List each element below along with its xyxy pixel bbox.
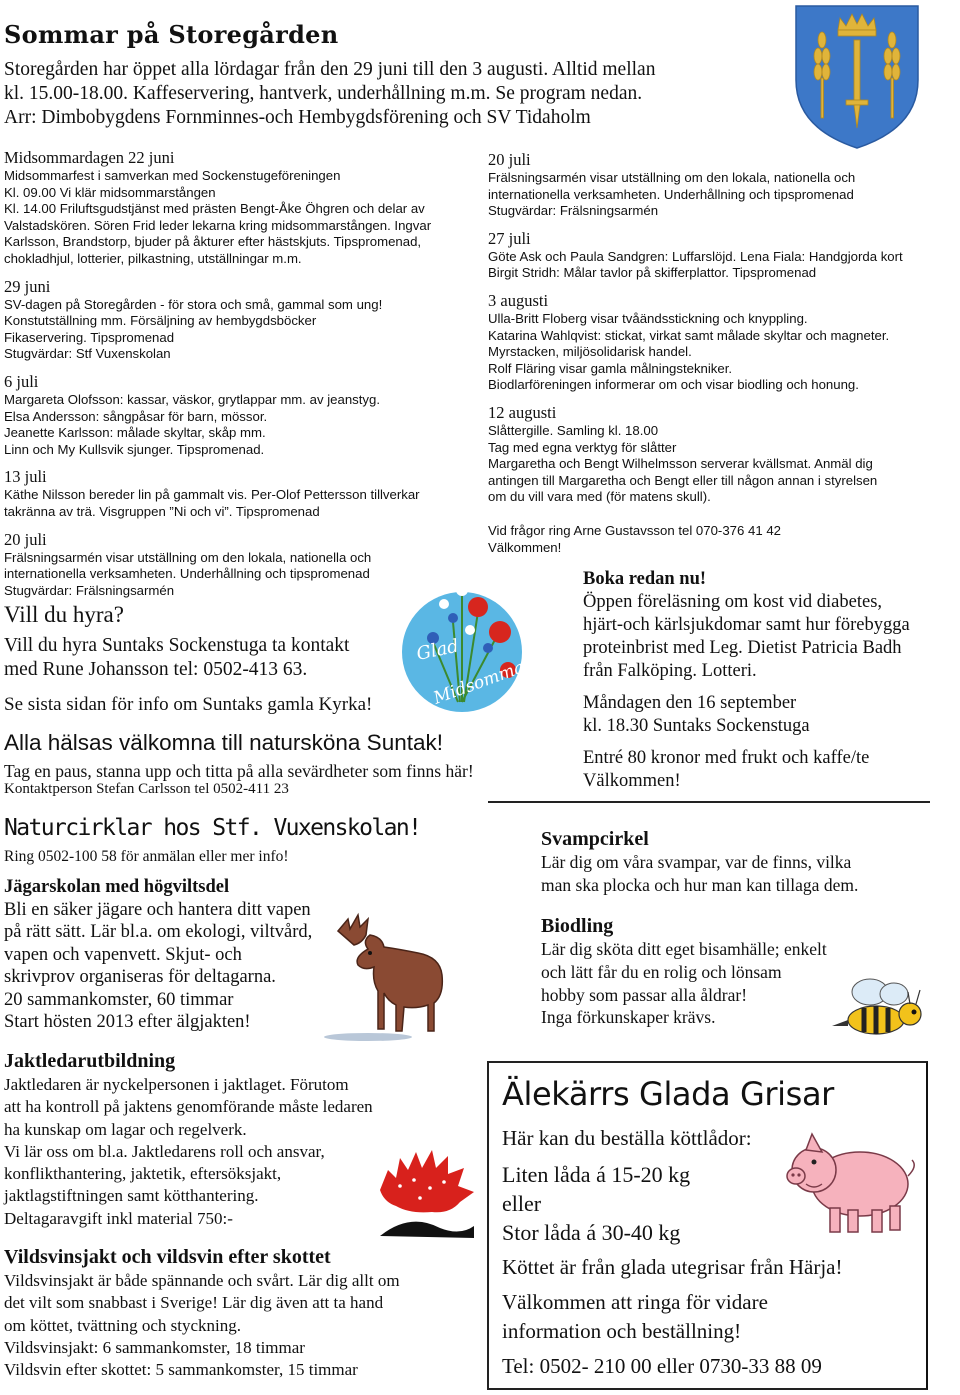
jaktledar-line: jaktlagstiftningen samt kötthantering. (4, 1186, 259, 1206)
program-line: Käthe Nilsson bereder lin på gammalt vis. Per-Olof Pettersson tillverkar (4, 487, 420, 503)
program-line: Fikaservering. Tipspromenad (4, 329, 175, 345)
program-left (4, 148, 431, 599)
badge-text-midsommar: Midsommar (430, 654, 535, 709)
divider (488, 801, 930, 803)
vildsvin-line: Vildsvinsjakt är både spännande och svårt. Lär dig allt om (4, 1271, 400, 1290)
vildsvin-line: om köttet, tvättning och styckning. (4, 1315, 242, 1335)
program-line: Biodlarföreningen informerar om och visar biodling och honung. (488, 377, 859, 393)
lecture-line: hjärt-och kärlsjukdomar samt hur förebygga (583, 615, 910, 635)
biodling-line: Inga förkunskaper krävs. (541, 1007, 716, 1028)
jaktledar-line: Deltagaravgift inkl material 750:- (4, 1208, 233, 1228)
program-line: takränna av trä. Visgruppen ”Ni och vi”. Tipspromenad (4, 503, 320, 519)
lecture-ad (583, 568, 910, 793)
contact-person: Kontaktperson Stefan Carlsson tel 0502-411 23 (4, 781, 289, 797)
jaktledar-line: att ha kontroll på jaktens genomförande måste ledaren (4, 1097, 373, 1117)
biodling-line: Lär dig sköta ditt eget bisamhälle; enkelt (541, 939, 827, 959)
grisar-phone: Tel: 0502- 210 00 eller 0730-33 88 09 (502, 1354, 822, 1378)
program-right (488, 150, 903, 556)
grisar-line: Välkommen att ringa för vidare (502, 1290, 768, 1314)
program-line: Katarina Wahlqvist: stickat, virkat samt målade skyltar och magneter. (488, 327, 890, 343)
svampcirkel-section (541, 827, 858, 897)
badge-text-glad: Glad (414, 635, 461, 665)
contact-line: Vid frågor ring Arne Gustavsson tel 070-376 41 42 (488, 522, 781, 538)
program-line: Frälsningsarmén visar utställning om den lokala, nationella och (488, 170, 856, 185)
lecture-when: kl. 18.30 Suntaks Sockenstuga (583, 716, 810, 736)
program-line: Myrstacken, miljösolidarisk handel. (488, 344, 692, 360)
grisar-line: Stor låda á 30-40 kg (502, 1220, 681, 1245)
hyra-title: Vill du hyra? (4, 602, 124, 627)
midsommar-bouquet-icon (398, 552, 538, 722)
program-line: Rolf Fläring visar gamla målningstekniker. (488, 360, 733, 376)
grisar-line: information och beställning! (502, 1319, 742, 1343)
grisar-line: Köttet är från glada utegrisar från Härja! (502, 1255, 843, 1279)
program-line: Ulla-Britt Floberg visar tvåändsstickning och knyppling. (488, 310, 808, 326)
lecture-when: Måndagen den 16 september (583, 693, 797, 713)
program-line: Kl. 14.00 Friluftsgudstjänst med prästen Bengt-Åke Öhgren och delar av (4, 201, 425, 217)
program-line: chokladhjul, lotterier, pilkastning, utställningar m.m. (4, 250, 302, 266)
jagarskolan-line: på rätt sätt. Lär bl.a. om ekologi, viltvård, (4, 922, 313, 942)
program-line: Stugvärdar: Frälsningsarmén (4, 582, 175, 598)
program-line: internationella verksamheten. Underhållning och tipspromenad (4, 566, 370, 582)
program-day: 12 augusti (488, 402, 557, 422)
program-line: Midsommarfest i samverkan med Sockenstugeföreningen (4, 168, 341, 183)
welcome-heading: Alla hälsas välkomna till natursköna Suntak! (4, 730, 443, 755)
vildsvin-line: det vilt som snabbast i Sverige! Lär dig även att ta hand (4, 1293, 384, 1313)
lecture-title: Boka redan nu! (583, 569, 707, 589)
naturcirklar-heading: Naturcirklar hos Stf. Vuxenskolan! (4, 815, 421, 841)
program-line: internationella verksamheten. Underhållning och tipspromenad (488, 186, 854, 202)
program-day: 20 juli (4, 529, 47, 549)
program-line: Stugvärdar: Stf Vuxenskolan (4, 346, 171, 362)
lecture-line: Öppen föreläsning om kost vid diabetes, (583, 592, 883, 612)
wasp-icon (820, 970, 930, 1056)
program-line: Elsa Andersson: sångpåsar för barn, mössor. (4, 408, 268, 424)
vildsvin-section (4, 1244, 400, 1381)
program-line: Göte Ask och Paula Sandgren: Luffarslöjd. Lena Fiala: Handgjorda kort (488, 248, 903, 264)
jagarskolan-line: vapen och vapenvett. Skjut- och (4, 944, 242, 965)
moose-icon (318, 905, 458, 1045)
program-line: om du vill vara med (för matens skull). (488, 489, 711, 505)
biodling-line: hobby som passar alla åldrar! (541, 984, 748, 1005)
page-title: Sommar på Storegården (4, 20, 339, 49)
program-day: 6 juli (4, 371, 39, 391)
naturcirklar-ring: Ring 0502-100 58 för anmälan eller mer info! (4, 848, 289, 865)
hyra-text (4, 634, 349, 682)
biodling-line: och lätt får du en rolig och lönsam (541, 961, 782, 982)
intro-line: Arr: Dimbobygdens Fornminnes-och Hembygdsförening och SV Tidaholm (4, 107, 591, 128)
intro-line: kl. 15.00-18.00. Kaffeservering, hantverk, underhållning m.m. Se program nedan. (4, 83, 643, 104)
boar-icon (370, 1140, 478, 1240)
program-line: Karlsson, Brandstorp, bjuder på åkturer efter hästskjuts. Tipspromenad, (4, 234, 422, 250)
jaktledar-line: Jaktledaren är nyckelpersonen i jaktlaget. Förutom (4, 1075, 349, 1094)
vildsvin-line: Vildsvinsjakt: 6 sammankomster, 18 timmar (4, 1337, 305, 1357)
program-line: Valstadskören. Sören Frid leder lekarna kring midsommarstången. Ingvar (4, 217, 432, 233)
program-day: 13 juli (4, 467, 47, 487)
jaktledar-title: Jaktledarutbildning (4, 1050, 176, 1072)
coat-of-arms-icon (788, 0, 926, 150)
program-line: Jeanette Karlsson: målade skyltar, skåp mm. (4, 425, 266, 441)
biodling-section (541, 914, 827, 1029)
pig-icon (772, 1122, 922, 1248)
jagarskolan-title: Jägarskolan med högviltsdel (4, 877, 230, 897)
svampcirkel-line: man ska plocka och hur man kan tillaga dem. (541, 874, 859, 895)
biodling-title: Biodling (541, 915, 614, 937)
program-day: 27 juli (488, 228, 531, 248)
program-line: Kl. 09.00 Vi klär midsommarstången (4, 184, 216, 200)
grisar-line: eller (502, 1191, 542, 1216)
program-line: Margareta Olofsson: kassar, väskor, grytlappar mm. av jeanstyg. (4, 391, 380, 407)
hyra-line: med Rune Johansson tel: 0502-413 63. (4, 659, 308, 680)
jagarskolan-line: 20 sammankomster, 60 timmar (4, 989, 234, 1010)
lecture-line: från Falköping. Lotteri. (583, 661, 757, 681)
jaktledar-section (4, 1048, 373, 1230)
grisar-title: Älekärrs Glada Grisar (502, 1075, 834, 1113)
program-line: Margaretha och Bengt Wilhelmsson serverar kvällsmat. Anmäl dig (488, 456, 873, 472)
jagarskolan-line: Start hösten 2013 efter älgjakten! (4, 1012, 251, 1032)
program-day: 29 juni (4, 276, 51, 296)
vildsvin-title: Vildsvinsjakt och vildsvin efter skottet (4, 1246, 331, 1268)
program-line: Konstutställning mm. Försäljning av hembygdsböcker (4, 313, 317, 329)
lecture-price: Entré 80 kronor med frukt och kaffe/te (583, 748, 870, 768)
contact-line: Välkommen! (488, 539, 562, 555)
tag-en-paus: Tag en paus, stanna upp och titta på alla sevärdheter som finns här! (4, 761, 474, 781)
program-line: Birgit Stridh: Målar tavlor på skifferplattor. Tipspromenad (488, 265, 817, 281)
intro-text (4, 58, 655, 130)
jagarskolan-section (4, 876, 312, 1034)
program-line: Linn och My Kullsvik sjunger. Tipspromenad. (4, 441, 265, 457)
program-day: 20 juli (488, 150, 531, 169)
program-day: Midsommardagen 22 juni (4, 148, 175, 167)
lecture-price: Välkommen! (583, 771, 681, 791)
program-line: Stugvärdar: Frälsningsarmén (488, 203, 659, 219)
program-line: antingen till Margaretha och Bengt eller till någon annan i styrelsen (488, 472, 878, 488)
intro-line: Storegården har öppet alla lördagar från den 29 juni till den 3 augusti. Alltid mellan (4, 59, 656, 80)
grisar-line: Här kan du beställa köttlådor: (502, 1126, 752, 1150)
grisar-line: Liten låda á 15-20 kg (502, 1162, 691, 1187)
jaktledar-line: Vi lär oss om bl.a. Jaktledarens roll och ansvar, (4, 1141, 325, 1161)
program-line: SV-dagen på Storegården - för stora och små, gammal som ung! (4, 296, 383, 312)
svampcirkel-line: Lär dig om våra svampar, var de finns, vilka (541, 852, 852, 872)
program-line: Slåttergille. Samling kl. 18.00 (488, 422, 659, 438)
lecture-line: proteinbrist med Leg. Dietist Patricia Badh (583, 638, 902, 658)
jaktledar-line: konflikthantering, jaktetik, eftersöksjakt, (4, 1164, 282, 1184)
sista-sidan-note: Se sista sidan för info om Suntaks gamla Kyrka! (4, 694, 373, 715)
program-line: Tag med egna verktyg för slåtter (488, 439, 677, 455)
jagarskolan-line: skrivprov organiseras för deltagarna. (4, 967, 276, 987)
program-line: Frälsningsarmén visar utställning om den lokala, nationella och (4, 549, 372, 565)
jaktledar-line: ha kunskap om lagar och regelverk. (4, 1119, 247, 1139)
vildsvin-line: Vildsvin efter skottet: 5 sammankomster, 15 timmar (4, 1360, 358, 1380)
jagarskolan-line: Bli en säker jägare och hantera ditt vapen (4, 899, 311, 920)
svampcirkel-title: Svampcirkel (541, 828, 649, 850)
program-day: 3 augusti (488, 290, 549, 310)
hyra-line: Vill du hyra Suntaks Sockenstuga ta kontakt (4, 635, 350, 656)
